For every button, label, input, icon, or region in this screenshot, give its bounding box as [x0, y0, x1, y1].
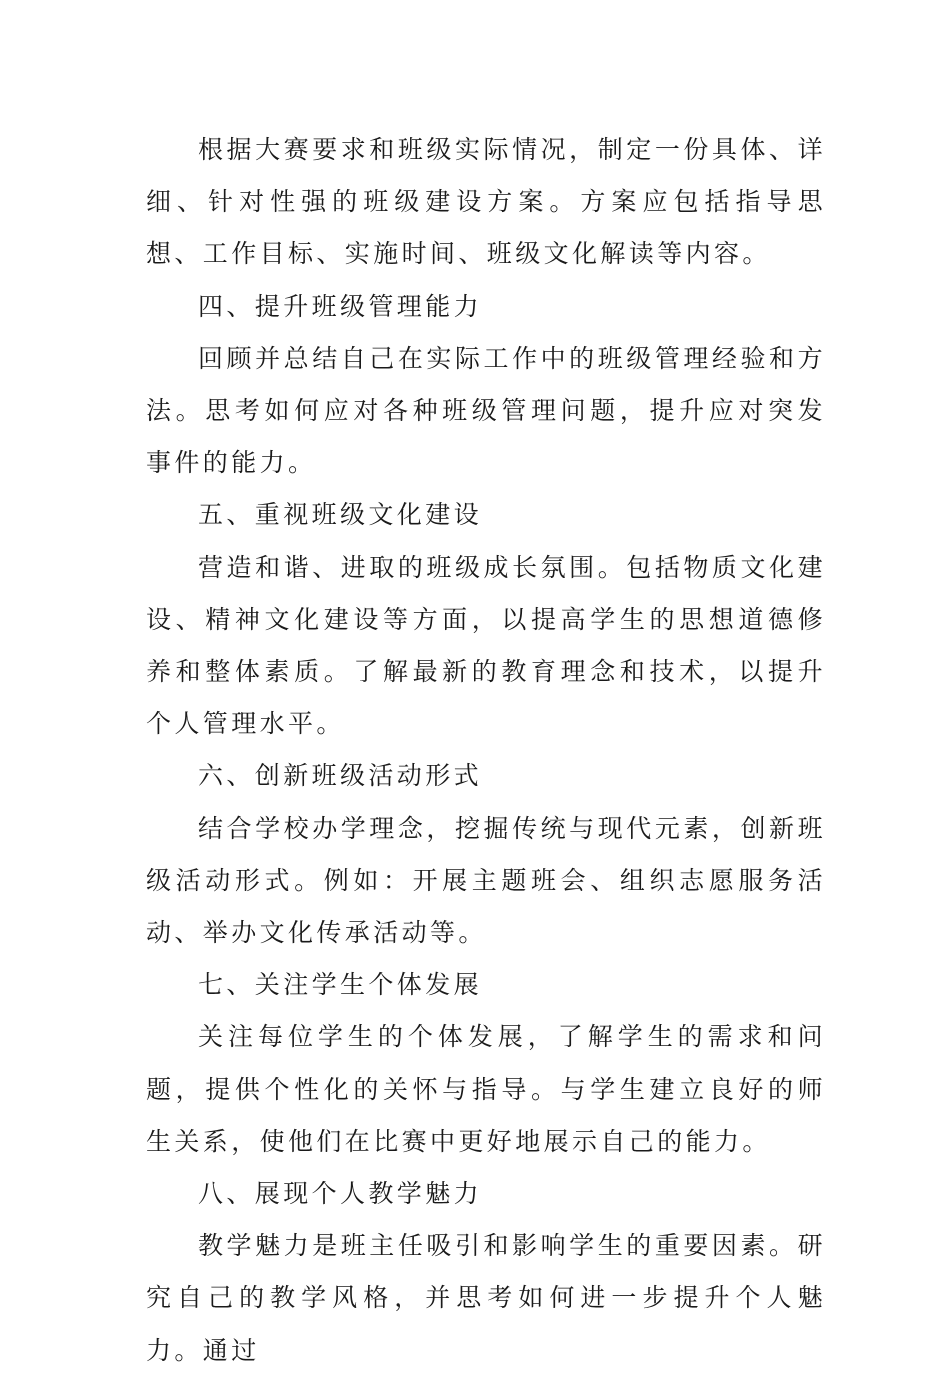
heading-management-ability: 四、提升班级管理能力 [198, 291, 483, 321]
paragraph-class-plan: 根据大赛要求和班级实际情况，制定一份具体、详细、针对性强的班级建设方案。方案应包括指导思想、工作目标、实施时间、班级文化解读等内容。 [146, 135, 826, 269]
heading-class-culture: 五、重视班级文化建设 [198, 500, 483, 530]
paragraph-class-activities: 结合学校办学理念，挖掘传统与现代元素，创新班级活动形式。例如：开展主题班会、组织志愿服务活动、举办文化传承活动等。 [146, 813, 826, 948]
document-body [146, 124, 826, 1377]
paragraph-student-development: 关注每位学生的个体发展，了解学生的需求和问题，提供个性化的关怀与指导。与学生建立良好的师生关系，使他们在比赛中更好地展示自己的能力。 [146, 1022, 826, 1156]
paragraph-teaching-charm: 教学魅力是班主任吸引和影响学生的重要因素。研究自己的教学风格，并思考如何进一步提升个人魅力。通过 [146, 1231, 826, 1365]
heading-class-activities: 六、创新班级活动形式 [198, 761, 483, 791]
paragraph-management-ability: 回顾并总结自己在实际工作中的班级管理经验和方法。思考如何应对各种班级管理问题，提升应对突发事件的能力。 [146, 343, 826, 478]
paragraph-class-culture: 营造和谐、进取的班级成长氛围。包括物质文化建设、精神文化建设等方面，以提高学生的思想道德修养和整体素质。了解最新的教育理念和技术，以提升个人管理水平。 [146, 552, 826, 739]
heading-teaching-charm: 八、展现个人教学魅力 [198, 1179, 483, 1209]
heading-student-development: 七、关注学生个体发展 [198, 970, 483, 1000]
